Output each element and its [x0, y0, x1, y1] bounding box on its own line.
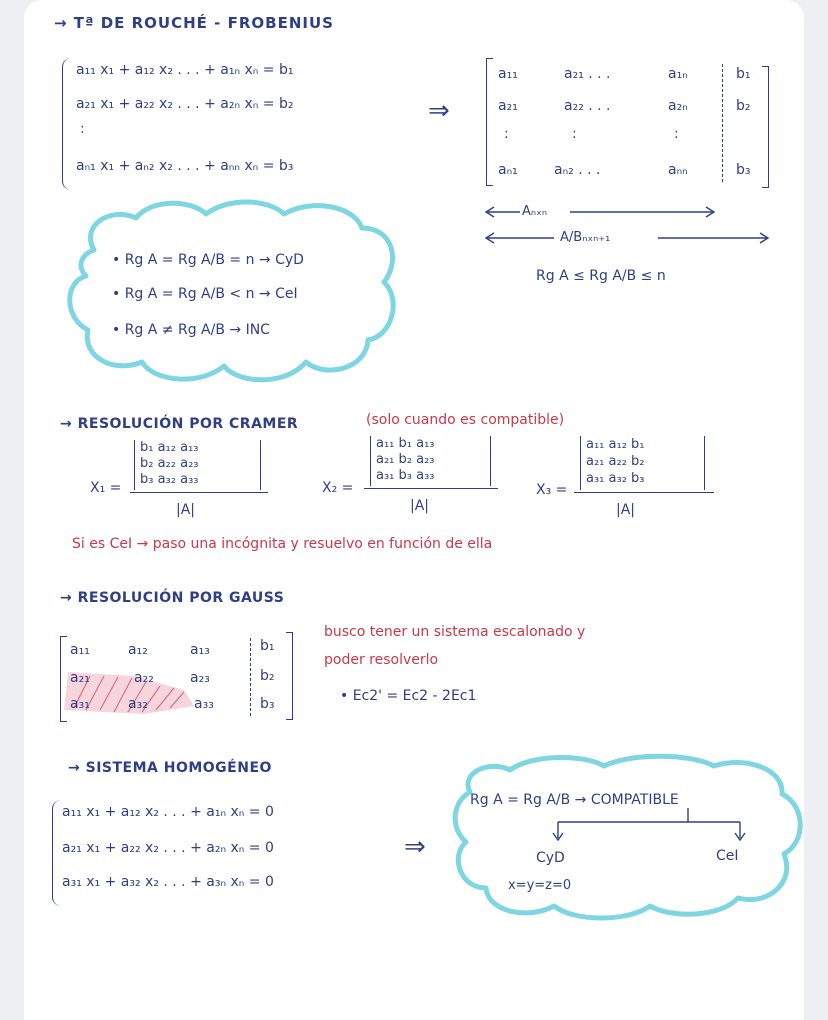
- implies-arrow: ⇒: [428, 96, 450, 126]
- gauss-cell: a₁₂: [128, 642, 148, 658]
- x1-denominator: |A|: [176, 502, 196, 518]
- x3-det-row: a₃₁ a₃₂ b₃: [586, 471, 645, 486]
- homogeneo-implies-arrow: ⇒: [404, 832, 426, 862]
- x2-label: X₂ =: [322, 480, 354, 496]
- matrix-cell: a₁ₙ: [668, 66, 688, 82]
- homogeneo-eq-2: a₂₁ x₁ + a₂₂ x₂ . . . + a₂ₙ xₙ = 0: [62, 840, 274, 856]
- gauss-cell: b₃: [260, 696, 275, 712]
- gauss-cell: a₂₁: [70, 670, 90, 686]
- ab-dimension-label: A/Bₙₓₙ₊₁: [560, 230, 611, 245]
- matrix-cell: :: [504, 126, 509, 142]
- gauss-separator: [250, 638, 251, 716]
- rank-case-2: • Rg A = Rg A/B < n → CeI: [112, 286, 298, 302]
- homogeneo-rank-condition: Rg A = Rg A/B → COMPATIBLE: [470, 792, 679, 808]
- x2-det-row: a₁₁ b₁ a₁₃: [376, 436, 435, 451]
- matrix-cell: a₂₂ . . .: [564, 98, 611, 114]
- rank-case-1: • Rg A = Rg A/B = n → CyD: [112, 252, 304, 268]
- notes-page: [24, 0, 804, 1020]
- x1-det-row: b₂ a₂₂ a₂₃: [140, 456, 199, 471]
- homogeneo-cloud: [24, 0, 25, 1]
- system-brace: [62, 58, 71, 190]
- matrix-cell: a₁₁: [498, 66, 518, 82]
- matrix-cell: aₙₙ: [668, 162, 688, 178]
- gauss-cell: a₁₃: [190, 642, 210, 658]
- gauss-bracket-right: [286, 632, 293, 720]
- gauss-cell: a₃₂: [128, 696, 148, 712]
- gauss-row-operation: • Ec2' = Ec2 - 2Ec1: [340, 688, 477, 704]
- matrix-cell: a₂₁: [498, 98, 518, 114]
- homogeneo-eq-3: a₃₁ x₁ + a₃₂ x₂ . . . + a₃ₙ xₙ = 0: [62, 874, 274, 890]
- gauss-cell: a₁₁: [70, 642, 90, 658]
- gauss-heading: → RESOLUCIÓN POR GAUSS: [60, 590, 285, 606]
- cramer-heading: → RESOLUCIÓN POR CRAMER: [60, 416, 299, 432]
- x1-det-row: b₁ a₁₂ a₁₃: [140, 440, 199, 455]
- homogeneo-eq-1: a₁₁ x₁ + a₁₂ x₂ . . . + a₁ₙ xₙ = 0: [62, 804, 274, 820]
- matrix-cell: b₂: [736, 98, 751, 114]
- homogeneo-cei: CeI: [716, 848, 739, 864]
- x3-denominator: |A|: [616, 502, 636, 518]
- matrix-cell: a₂ₙ: [668, 98, 688, 114]
- cramer-note: (solo cuando es compatible): [366, 412, 565, 428]
- system-eq-2: a₂₁ x₁ + a₂₂ x₂ . . . + a₂ₙ xₙ = b₂: [76, 96, 294, 112]
- gauss-note-line-2: poder resolverlo: [324, 652, 439, 668]
- homogeneo-brace: [52, 800, 61, 906]
- gauss-cell: b₂: [260, 668, 275, 684]
- det-bar: [370, 436, 371, 486]
- gauss-bracket-left: [60, 636, 67, 722]
- x2-denominator: |A|: [410, 498, 430, 514]
- fraction-bar: [574, 492, 714, 493]
- x2-det-row: a₂₁ b₂ a₂₃: [376, 452, 435, 467]
- gauss-cell: b₁: [260, 638, 275, 654]
- x3-det-row: a₂₁ a₂₂ b₂: [586, 454, 645, 469]
- matrix-cell: b₁: [736, 66, 751, 82]
- matrix-cell: :: [572, 126, 577, 142]
- homogeneo-cyd: CyD: [536, 850, 565, 866]
- homogeneo-trivial-solution: x=y=z=0: [508, 878, 572, 893]
- matrix-cell: aₙ₂ . . .: [554, 162, 601, 178]
- rank-inequality: Rg A ≤ Rg A/B ≤ n: [536, 268, 666, 284]
- matrix-cell: b₃: [736, 162, 751, 178]
- matrix-bracket-left: [486, 58, 493, 186]
- det-bar: [580, 436, 581, 490]
- det-bar: [134, 440, 135, 490]
- det-bar: [260, 440, 261, 490]
- x3-label: X₃ =: [536, 482, 568, 498]
- gauss-cell: a₃₁: [70, 696, 90, 712]
- x3-det-row: a₁₁ a₁₂ b₁: [586, 437, 645, 452]
- rank-case-3: • Rg A ≠ Rg A/B → INC: [112, 322, 270, 338]
- matrix-cell: a₂₁ . . .: [564, 66, 611, 82]
- x1-label: X₁ =: [90, 480, 122, 496]
- gauss-cell: a₂₃: [190, 670, 210, 686]
- x2-det-row: a₃₁ b₃ a₃₃: [376, 468, 435, 483]
- det-bar: [704, 436, 705, 490]
- cei-note: Si es CeI → paso una incógnita y resuelvo en función de ella: [72, 536, 493, 552]
- system-eq-n: aₙ₁ x₁ + aₙ₂ x₂ . . . + aₙₙ xₙ = b₃: [76, 158, 294, 174]
- gauss-cell: a₂₂: [134, 670, 154, 686]
- matrix-bracket-right: [762, 66, 769, 188]
- homogeneo-heading: → SISTEMA HOMOGÉNEO: [68, 760, 272, 776]
- gauss-cell: a₃₃: [194, 696, 214, 712]
- fraction-bar: [364, 488, 498, 489]
- rouche-heading: → Tª DE ROUCHÉ - FROBENIUS: [54, 14, 334, 32]
- matrix-separator: [722, 64, 723, 182]
- det-bar: [490, 436, 491, 486]
- matrix-cell: aₙ₁: [498, 162, 518, 178]
- system-dots: :: [80, 121, 85, 137]
- gauss-note-line-1: busco tener un sistema escalonado y: [324, 624, 586, 640]
- x1-det-row: b₃ a₃₂ a₃₃: [140, 472, 199, 487]
- system-eq-1: a₁₁ x₁ + a₁₂ x₂ . . . + a₁ₙ xₙ = b₁: [76, 62, 294, 78]
- a-dimension-label: Aₙₓₙ: [522, 204, 548, 219]
- matrix-cell: :: [674, 126, 679, 142]
- fraction-bar: [130, 492, 268, 493]
